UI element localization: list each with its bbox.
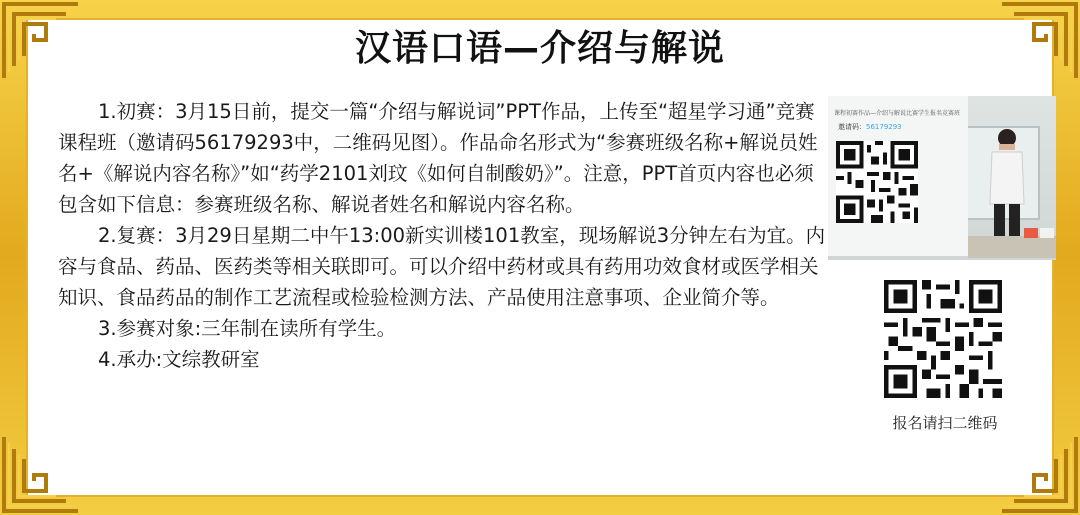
presentation-photo bbox=[828, 96, 1056, 260]
registration-qr-code-icon[interactable] bbox=[884, 280, 1002, 398]
corner-ornament-icon bbox=[998, 433, 1080, 515]
slide-title: 课程初赛作品—介绍与解说比赛学生报名竞赛班 bbox=[834, 110, 961, 117]
qr-code-small-icon bbox=[836, 136, 918, 228]
invite-label: 邀请码： bbox=[838, 123, 866, 131]
desk-item bbox=[1024, 228, 1038, 238]
paragraph-preliminary: 1.初赛：3月15日前，提交一篇“介绍与解说词”PPT作品，上传至“超星学习通”竞赛课程班（邀请码56179293中，二维码见图）。作品命名形式为“参赛班级名称+解说员姓名+《解说内容名称》”如“药学2101刘玟《如何自制酸奶》”。注意，PPT首页内容也必须包含如下信息：参赛班级名称、解说者姓名和解说内容名称。 bbox=[58, 100, 818, 216]
invite-code-line bbox=[838, 122, 902, 132]
invite-code: 56179293 bbox=[866, 123, 902, 131]
desk-item bbox=[1040, 228, 1054, 238]
paragraph-participants: 3.参赛对象:三年制在读所有学生。 bbox=[98, 317, 397, 340]
paragraph-organizer: 4.承办:文综教研室 bbox=[98, 348, 260, 371]
corner-ornament-icon bbox=[0, 433, 82, 515]
projected-slide bbox=[828, 96, 968, 256]
rules-text bbox=[58, 96, 828, 375]
desk bbox=[968, 236, 1056, 258]
page-title: 汉语口语—介绍与解说 bbox=[354, 28, 725, 69]
paragraph-final: 2.复赛：3月29日星期二中午13:00新实训楼101教室，现场解说3分钟左右为宜。内容与食品、药品、医药类等相关联即可。可以介绍中药材或具有药用功效食材或医学相关知识、食品药品的制作工艺流程或检验检测方法、产品使用注意事项、企业简介等。 bbox=[58, 224, 826, 309]
qr-caption: 报名请扫二维码 bbox=[892, 414, 998, 432]
